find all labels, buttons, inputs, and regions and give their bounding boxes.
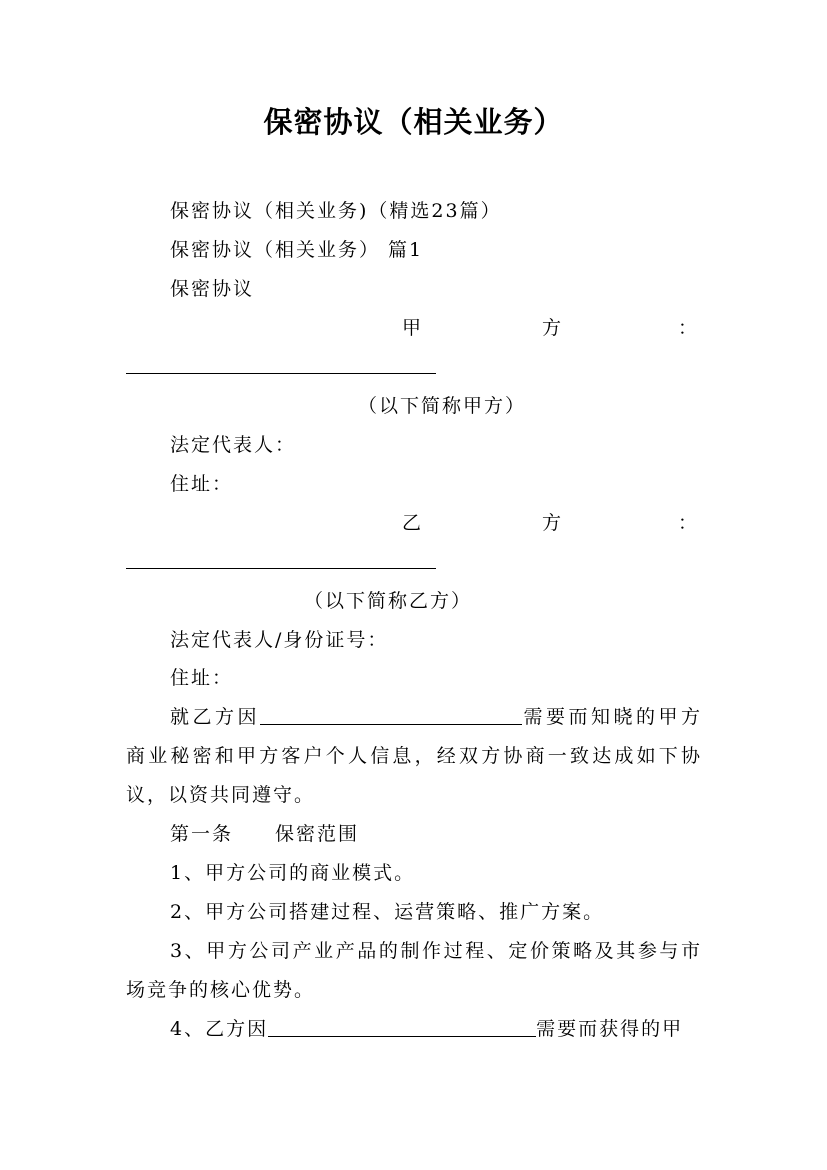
address-b: 住址： [170, 667, 234, 689]
article-1-heading: 第一条 保密范围 [170, 823, 360, 845]
intro-blank [260, 705, 522, 725]
party-b-row [0, 511, 827, 535]
party-a-note: （以下简称甲方） [358, 395, 527, 417]
intro-start: 就乙方因 [170, 706, 260, 728]
item-4-end: 需要而获得的甲 [536, 1018, 684, 1040]
agreement-heading: 保密协议 [170, 278, 255, 300]
item-4 [126, 1010, 702, 1049]
party-a-row [0, 316, 827, 340]
item-4-blank [268, 1017, 536, 1037]
party-b-blank [126, 568, 436, 569]
item-3: 3、甲方公司产业产品的制作过程、定价策略及其参与市场竞争的核心优势。 [126, 940, 702, 1001]
party-a-char1: 甲 [402, 317, 422, 339]
party-a-colon: ： [678, 317, 698, 339]
item-2: 2、甲方公司搭建过程、运营策略、推广方案。 [170, 901, 605, 923]
document-title: 保密协议（相关业务） [263, 105, 564, 139]
legal-rep-a: 法定代表人： [170, 434, 297, 456]
party-b-char1: 乙 [402, 512, 422, 534]
item-4-start: 4、乙方因 [170, 1018, 269, 1040]
intro-paragraph [126, 698, 702, 815]
intro-end: 需要而知晓的甲方商业秘密和甲方客户个人信息，经双方协商一致达成如下协议，以资共同遵守。 [126, 706, 702, 806]
legal-rep-b: 法定代表人/身份证号： [170, 629, 389, 651]
party-b-char2: 方 [542, 512, 562, 534]
party-a-char2: 方 [542, 317, 562, 339]
party-a-blank [126, 373, 436, 374]
chapter-heading: 保密协议（相关业务） 篇1 [170, 239, 424, 261]
party-b-note: （以下简称乙方） [304, 590, 473, 612]
party-b-colon: ： [678, 512, 698, 534]
item-1: 1、甲方公司的商业模式。 [170, 862, 416, 884]
address-a: 住址： [170, 473, 234, 495]
subtitle-line: 保密协议（相关业务)（精选23篇） [170, 200, 502, 222]
